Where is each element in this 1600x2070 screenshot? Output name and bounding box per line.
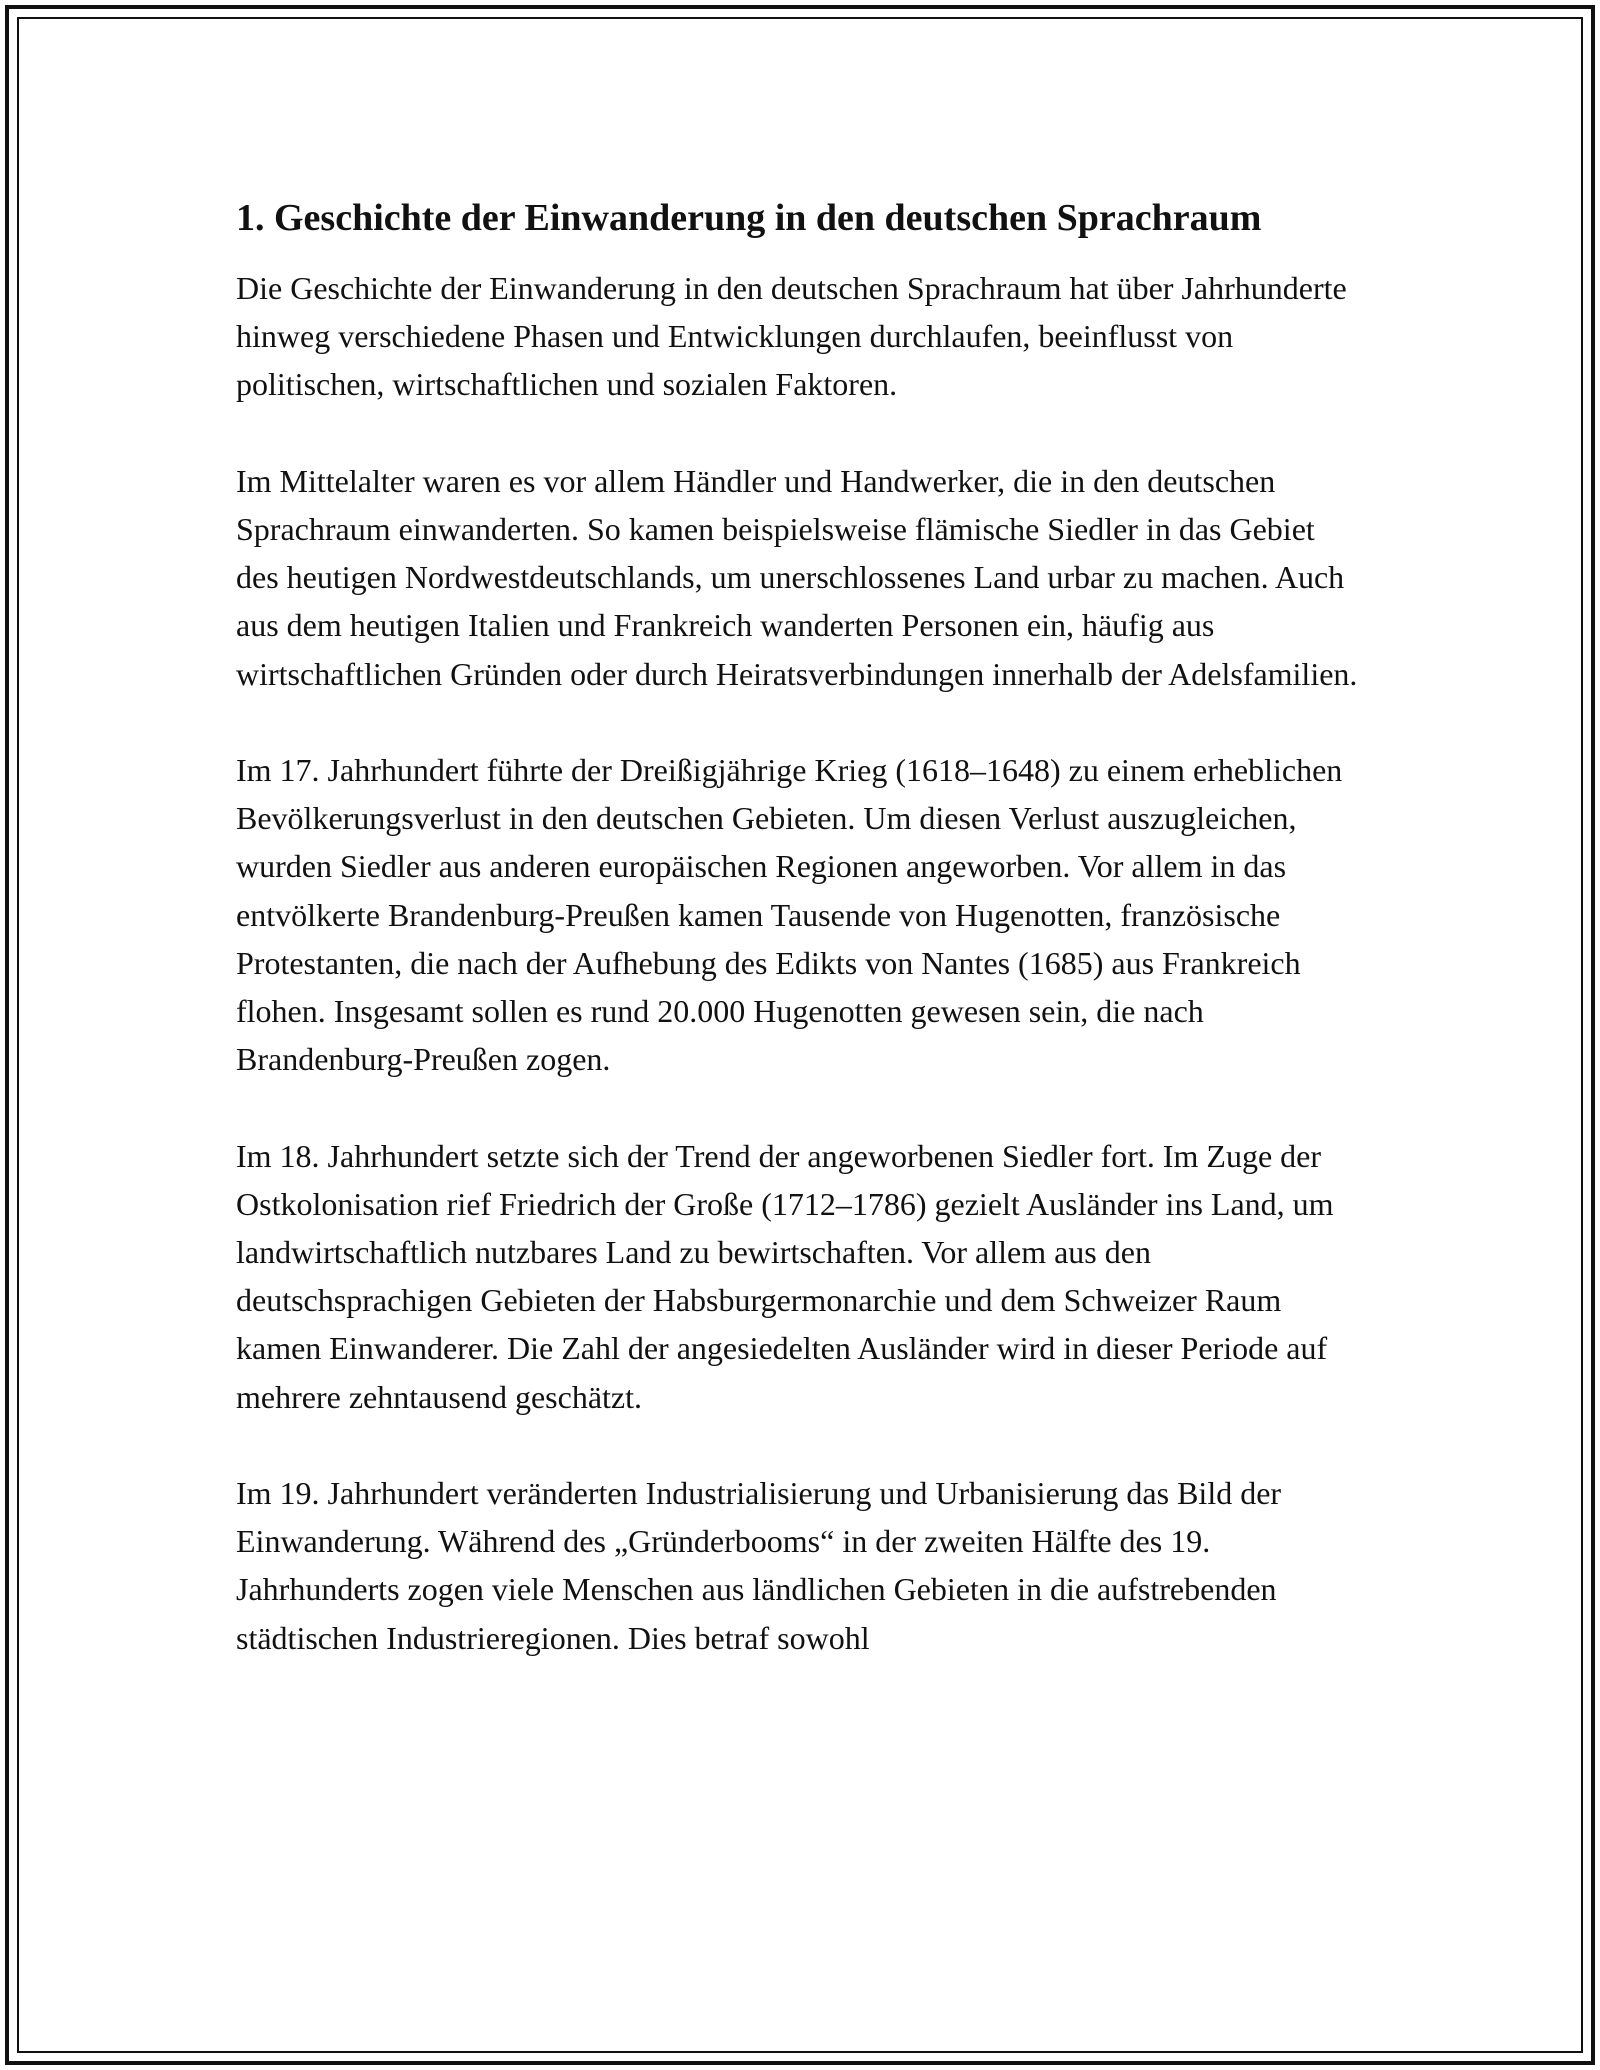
paragraph-17-jahrhundert: Im 17. Jahrhundert führte der Dreißigjährige Krieg (1618–1648) zu einem erheblichen Bevölkerungsverlust in den deutschen Gebieten. Um diesen Verlust auszugleichen, wurden Siedler aus anderen europäischen Regionen angeworben. Vor allem in das entvölkerte Brandenburg-Preußen kamen Tausende von Hugenotten, französische Protestanten, die nach der Aufhebung des Edikts von Nantes (1685) aus Frankreich flohen. Insgesamt sollen es rund 20.000 Hugenotten gewesen sein, die nach Brandenburg-Preußen zogen. — [236, 752, 1343, 1078]
document-body — [236, 180, 1361, 1662]
paragraph-mittelalter: Im Mittelalter waren es vor allem Händler und Handwerker, die in den deutschen Sprachraum einwanderten. So kamen beispielsweise flämische Siedler in das Gebiet des heutigen Nordwestdeutschlands, um unerschlossenes Land urbar zu machen. Auch aus dem heutigen Italien und Frankreich wanderten Personen ein, häufig aus wirtschaftlichen Gründen oder durch Heiratsverbindungen innerhalb der Adelsfamilien. — [236, 462, 1358, 692]
paragraph-18-jahrhundert: Im 18. Jahrhundert setzte sich der Trend der angeworbenen Siedler fort. Im Zuge der Ostkolonisation rief Friedrich der Große (1712–1786) gezielt Ausländer ins Land, um landwirtschaftlich nutzbares Land zu bewirtschaften. Vor allem aus den deutschsprachigen Gebieten der Habsburgermonarchie und dem Schweizer Raum kamen Einwanderer. Die Zahl der angesiedelten Ausländer wird in dieser Periode auf mehrere zehntausend geschätzt. — [236, 1137, 1334, 1415]
page-title: 1. Geschichte der Einwanderung in den deutschen Sprachraum — [236, 197, 1262, 239]
paragraph-intro: Die Geschichte der Einwanderung in den deutschen Sprachraum hat über Jahrhunderte hinweg verschiedene Phasen und Entwicklungen durchlaufen, beeinflusst von politischen, wirtschaftlichen und sozialen Faktoren. — [236, 270, 1347, 403]
paragraph-19-jahrhundert: Im 19. Jahrhundert veränderten Industrialisierung und Urbanisierung das Bild der Einwanderung. Während des „Gründerbooms“ in der zweiten Hälfte des 19. Jahrhunderts zogen viele Menschen aus ländlichen Gebieten in die aufstrebenden städtischen Industrieregionen. Dies betraf sowohl — [236, 1475, 1282, 1656]
